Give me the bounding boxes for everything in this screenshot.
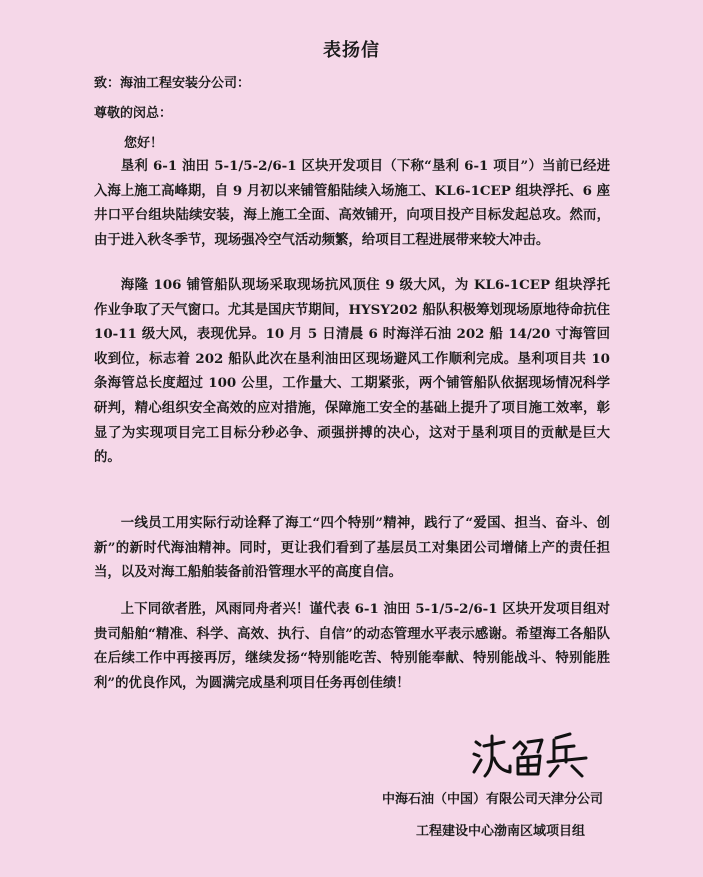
signoff-department: 工程建设中心渤南区域项目组 (415, 824, 585, 839)
letter-title: 表扬信 (323, 40, 380, 61)
paragraph-spirit: 一线员工用实际行动诠释了海工“四个特别”精神，践行了“爱国、担当、奋斗、创新”的新时代海油精神。同时，更让我们看到了基层员工对集团公司增储上产的责任担当，以及对海工船舶装备前沿管理水平的高度自信。 (94, 515, 610, 581)
handwritten-signature (470, 728, 590, 784)
paragraph-project-status: 垦利 6-1 油田 5-1/5-2/6-1 区块开发项目（下称“垦利 6-1 项目”）当前已经进入海上施工高峰期，自 9 月初以来铺管船陆续入场施工、KL6-1CEP 组块浮托、6 座井口平台组块陆续安装，海上施工全面、高效铺开，向项目投产目标发起总攻。然而，由于进入秋冬季节，现场强冷空气活动频繁，给项目工程进展带来较大冲击。 (94, 158, 610, 248)
signoff-company: 中海石油（中国）有限公司天津分公司 (381, 792, 603, 807)
addressee-line: 尊敬的闵总： (94, 106, 173, 121)
paragraph-team-performance: 海隆 106 铺管船队现场采取现场抗风顶住 9 级大风，为 KL6-1CEP 组块浮托作业争取了天气窗口。尤其是国庆节期间，HYSY202 船队积极筹划现场原地待命抗住 10-11 级大风，表现优异。10 月 5 日清晨 6 时海洋石油 202 船 14/20 寸海管回收到位，标志着 202 船队此次在垦利油田区现场避风工作顺利完成。垦利项目共 10 条海管总长度超过 100 公里，工作量大、工期紧张，两个铺管船队依据现场情况科学研判，精心组织安全高效的应对措施，保障施工安全的基础上提升了项目施工效率，彰显了为实现项目完工目标分秒必争、顽强拼搏的决心，这对于垦利项目的贡献是巨大的。 (94, 277, 610, 466)
recipient-line: 致：海油工程安装分公司： (94, 76, 251, 91)
paragraph-thanks: 上下同欲者胜，风雨同舟者兴！谨代表 6-1 油田 5-1/5-2/6-1 区块开发项目组对贵司船舶“精准、科学、高效、执行、自信”的动态管理水平表示感谢。希望海工各船队在后续工作中再接再厉，继续发扬“特别能吃苦、特别能奉献、特别能战斗、特别能胜利”的优良作风，为圆满完成垦利项目任务再创佳绩！ (94, 601, 610, 691)
greeting-line: 您好！ (124, 136, 164, 151)
